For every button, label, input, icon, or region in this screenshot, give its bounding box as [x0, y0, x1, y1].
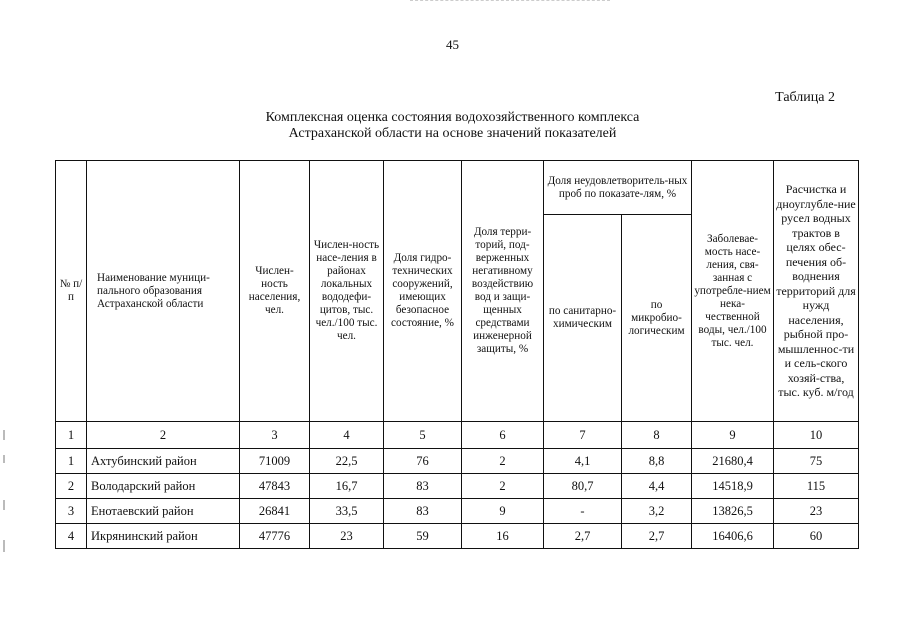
table-title — [0, 110, 905, 142]
sanitary-share: 4,1 — [544, 449, 622, 474]
morbidity: 14518,9 — [692, 474, 774, 499]
district-name: Икрянинский район — [87, 524, 240, 549]
column-number-row — [56, 422, 859, 449]
micro-share: 4,4 — [622, 474, 692, 499]
morbidity: 21680,4 — [692, 449, 774, 474]
morbidity: 16406,6 — [692, 524, 774, 549]
column-number: 8 — [622, 422, 692, 449]
column-number: 3 — [240, 422, 310, 449]
table-row — [56, 524, 859, 549]
table-row — [56, 474, 859, 499]
territory-share: 16 — [462, 524, 544, 549]
column-number: 4 — [310, 422, 384, 449]
deficit-population: 23 — [310, 524, 384, 549]
sanitary-share: - — [544, 499, 622, 524]
deficit-population: 16,7 — [310, 474, 384, 499]
header-morbidity: Заболевае-мость насе-ления, свя-занная с употребле-нием нека-чественной воды, чел./100 тыс. чел. — [692, 161, 774, 422]
row-num: 2 — [56, 474, 87, 499]
clearing: 115 — [774, 474, 859, 499]
micro-share: 8,8 — [622, 449, 692, 474]
header-sanitary-chemical: по санитарно-химическим — [544, 215, 622, 422]
header-population: Числен-ность населения, чел. — [240, 161, 310, 422]
micro-share: 2,7 — [622, 524, 692, 549]
hydro-share: 83 — [384, 499, 462, 524]
scan-edge-mark — [3, 500, 5, 510]
page-number: 45 — [446, 37, 459, 52]
column-number: 5 — [384, 422, 462, 449]
row-num: 3 — [56, 499, 87, 524]
header-channel-clearing: Расчистка и дноуглубле-ние русел водных трактов в целях обес-печения об-воднения территорий для нужд населения, рыбной про-мышленнос-ти и сель-ского хозяй-ства, тыс. куб. м/год — [774, 161, 859, 422]
hydro-share: 76 — [384, 449, 462, 474]
water-complex-table — [55, 160, 859, 549]
sanitary-share: 80,7 — [544, 474, 622, 499]
table-row — [56, 449, 859, 474]
clearing: 75 — [774, 449, 859, 474]
territory-share: 2 — [462, 449, 544, 474]
column-number: 2 — [87, 422, 240, 449]
column-number: 10 — [774, 422, 859, 449]
header-num: № п/п — [56, 161, 87, 422]
clearing: 60 — [774, 524, 859, 549]
hydro-share: 59 — [384, 524, 462, 549]
header-protected-territory: Доля терри-торий, под-верженных негативному воздействию вод и защи-щенных средствами инженерной защиты, % — [462, 161, 544, 422]
population: 71009 — [240, 449, 310, 474]
column-number: 9 — [692, 422, 774, 449]
scan-edge-mark — [3, 540, 5, 552]
title-line-2: Астраханской области на основе значений показателей — [288, 126, 617, 141]
morbidity: 13826,5 — [692, 499, 774, 524]
deficit-population: 33,5 — [310, 499, 384, 524]
district-name: Володарский район — [87, 474, 240, 499]
clearing: 23 — [774, 499, 859, 524]
column-number: 7 — [544, 422, 622, 449]
title-line-1: Комплексная оценка состояния водохозяйственного комплекса — [265, 110, 640, 125]
header-hydro-structures: Доля гидро-технических сооружений, имеющих безопасное состояние, % — [384, 161, 462, 422]
population: 26841 — [240, 499, 310, 524]
district-name: Ахтубинский район — [87, 449, 240, 474]
micro-share: 3,2 — [622, 499, 692, 524]
population: 47843 — [240, 474, 310, 499]
hydro-share: 83 — [384, 474, 462, 499]
header-deficit-population: Числен-ность насе-ления в районах локальных вододефи-цитов, тыс. чел./100 тыс. чел. — [310, 161, 384, 422]
header-microbiological: по микробио-логическим — [622, 215, 692, 422]
header-name: Наименование муници-пального образования Астраханской области — [87, 161, 240, 422]
population: 47776 — [240, 524, 310, 549]
table-label: Таблица 2 — [775, 90, 835, 105]
territory-share: 2 — [462, 474, 544, 499]
row-num: 4 — [56, 524, 87, 549]
scan-edge-mark — [3, 430, 5, 440]
row-num: 1 — [56, 449, 87, 474]
territory-share: 9 — [462, 499, 544, 524]
column-number: 1 — [56, 422, 87, 449]
table-row — [56, 499, 859, 524]
scan-edge-mark — [3, 455, 5, 463]
sanitary-share: 2,7 — [544, 524, 622, 549]
header-unsatisfactory-samples: Доля неудовлетворитель-ных проб по показате-лям, % — [544, 161, 692, 215]
deficit-population: 22,5 — [310, 449, 384, 474]
scan-artifact — [410, 0, 610, 4]
district-name: Енотаевский район — [87, 499, 240, 524]
column-number: 6 — [462, 422, 544, 449]
